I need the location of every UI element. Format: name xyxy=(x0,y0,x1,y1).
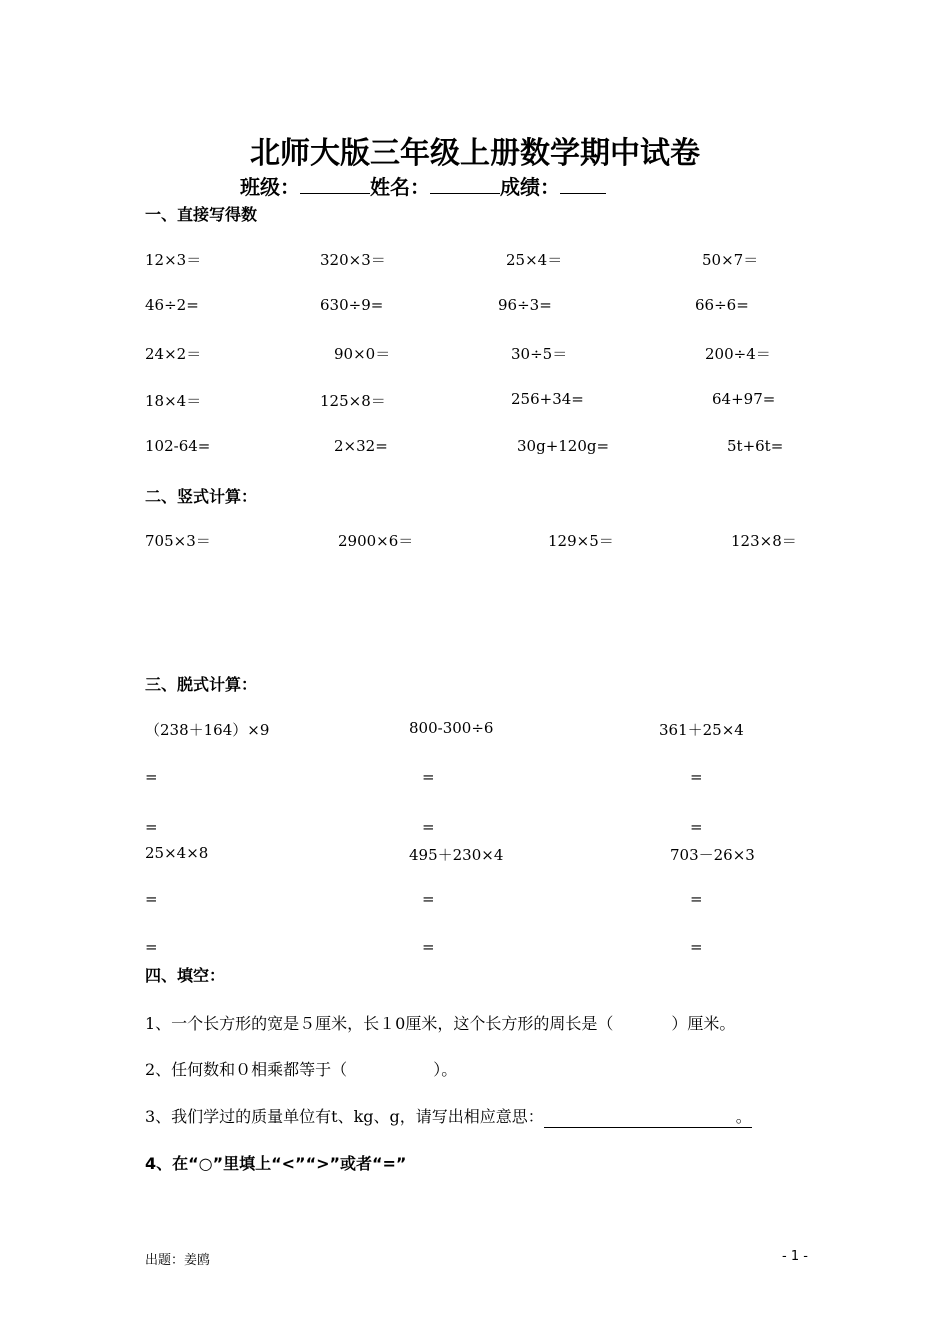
class-blank[interactable] xyxy=(300,175,370,194)
equals-line: = xyxy=(422,818,435,836)
equals-line: = xyxy=(145,818,158,836)
oral-problem: 256+34= xyxy=(511,390,584,408)
vertical-problem: 705×3＝ xyxy=(145,532,211,550)
oral-problem: 2×32= xyxy=(334,437,388,455)
oral-problem: 200÷4＝ xyxy=(705,345,771,363)
q2-suffix: ）。 xyxy=(433,1060,458,1079)
equals-line: = xyxy=(690,768,703,786)
fill-question-3 xyxy=(145,1104,752,1128)
vertical-problem: 123×8＝ xyxy=(731,532,797,550)
oral-problem: 5t+6t= xyxy=(727,437,784,455)
oral-problem: 64+97= xyxy=(712,390,776,408)
oral-problem: 24×2＝ xyxy=(145,345,202,363)
q3-period: 。 xyxy=(735,1107,752,1126)
oral-problem: 96÷3= xyxy=(498,296,552,314)
section3-heading: 三、脱式计算： xyxy=(145,675,258,694)
q3-answer-blank[interactable] xyxy=(544,1104,752,1128)
q2-text: 2、任何数和０相乘都等于（ xyxy=(145,1060,348,1079)
oral-problem: 46÷2= xyxy=(145,296,199,314)
stepwise-problem: （238＋164）×9 xyxy=(145,721,270,739)
score-blank[interactable] xyxy=(560,175,606,194)
oral-problem: 30÷5＝ xyxy=(511,345,568,363)
stepwise-problem: 25×4×8 xyxy=(145,844,209,862)
oral-problem: 630÷9= xyxy=(320,296,384,314)
equals-line: = xyxy=(690,890,703,908)
oral-problem: 18×4＝ xyxy=(145,392,202,410)
equals-line: = xyxy=(145,890,158,908)
equals-line: = xyxy=(145,938,158,956)
q1-suffix: ）厘米。 xyxy=(671,1014,736,1033)
student-info-line xyxy=(240,171,606,200)
oral-problem: 90×0＝ xyxy=(334,345,391,363)
oral-problem: 320×3＝ xyxy=(320,251,386,269)
oral-problem: 50×7＝ xyxy=(702,251,759,269)
oral-problem: 25×4＝ xyxy=(506,251,563,269)
q1-text: 1、一个长方形的宽是５厘米，长１0厘米，这个长方形的周长是（ xyxy=(145,1014,614,1033)
equals-line: = xyxy=(422,938,435,956)
oral-problem: 102-64= xyxy=(145,437,211,455)
equals-line: = xyxy=(690,938,703,956)
stepwise-problem: 703－26×3 xyxy=(670,846,755,864)
oral-problem: 12×3＝ xyxy=(145,251,202,269)
vertical-problem: 2900×6＝ xyxy=(338,532,414,550)
equals-line: = xyxy=(690,818,703,836)
q3-text: 3、我们学过的质量单位有t、kg、g，请写出相应意思： xyxy=(145,1107,544,1126)
name-label: 姓名： xyxy=(370,175,430,199)
stepwise-problem: 495＋230×4 xyxy=(409,846,504,864)
score-label: 成绩： xyxy=(500,175,560,199)
vertical-problem: 129×5＝ xyxy=(548,532,614,550)
equals-line: = xyxy=(145,768,158,786)
equals-line: = xyxy=(422,768,435,786)
section1-heading: 一、直接写得数 xyxy=(145,205,258,224)
name-blank[interactable] xyxy=(430,175,500,194)
oral-problem: 66÷6= xyxy=(695,296,749,314)
section2-heading: 二、竖式计算： xyxy=(145,487,258,506)
fill-question-1 xyxy=(145,1011,735,1034)
fill-question-4: 4、在“○”里填上“<”“>”或者“=” xyxy=(145,1154,407,1173)
footer-author: 出题：姜鸥 xyxy=(145,1253,211,1268)
stepwise-problem: 361＋25×4 xyxy=(659,721,744,739)
section4-heading: 四、填空： xyxy=(145,966,226,985)
oral-problem: 125×8＝ xyxy=(320,392,386,410)
class-label: 班级： xyxy=(240,175,300,199)
oral-problem: 30g+120g= xyxy=(517,437,610,455)
page-title: 北师大版三年级上册数学期中试卷 xyxy=(250,136,700,171)
page-number: - 1 - xyxy=(782,1249,808,1264)
equals-line: = xyxy=(422,890,435,908)
fill-question-2 xyxy=(145,1057,457,1080)
stepwise-problem: 800-300÷6 xyxy=(409,719,494,737)
